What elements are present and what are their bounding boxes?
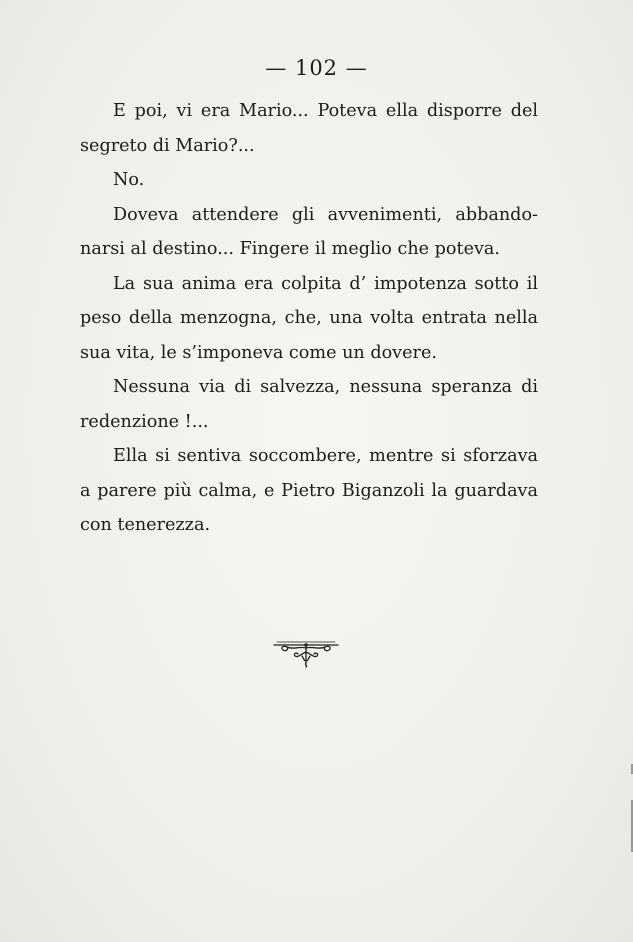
paragraph: La sua anima era colpita d’ impotenza sotto il peso della menzogna, che, una volta entrata nella sua vita, le s’imponeva come un dovere. [80,273,538,363]
paragraph: Doveva attendere gli avvenimenti, abbandonarsi al destino... Fingere il meglio che poteva. [80,204,538,259]
floral-tailpiece-icon [271,636,341,668]
paragraph: E poi, vi era Mario... Poteva ella disporre del segreto di Mario?... [80,101,538,156]
paragraph: Ella si sentiva soccombere, mentre si sforzava a parere più calma, e Pietro Biganzoli la guardava con tenerezza. [80,446,538,535]
body-text [80,94,538,543]
paragraph: Nessuna via di salvezza, nessuna speranza di redenzione !... [80,377,538,432]
page-number: — 102 — [265,56,368,80]
paragraph: No. [113,170,145,190]
